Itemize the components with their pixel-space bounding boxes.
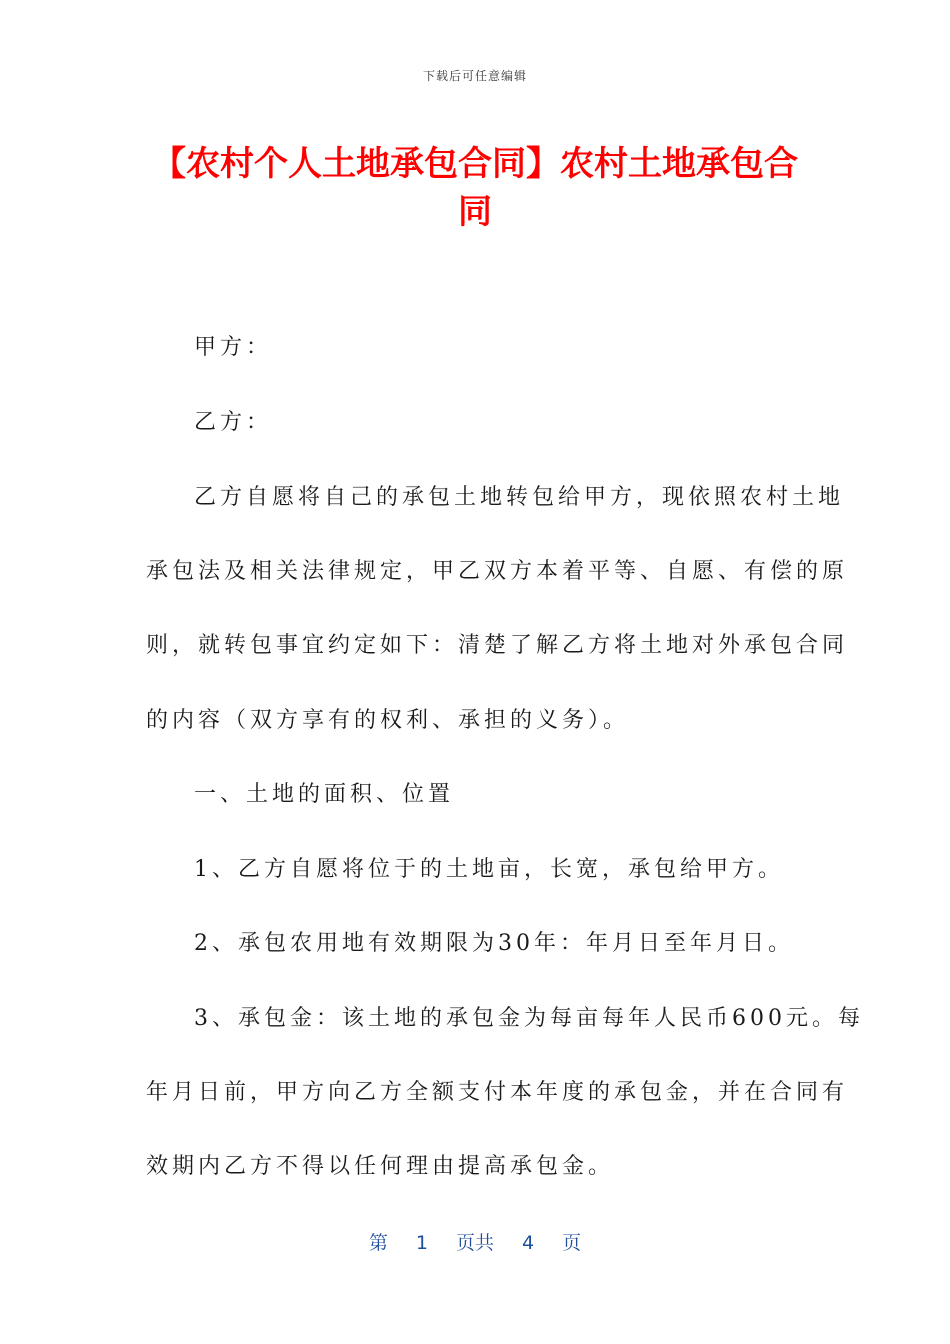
document-title	[140, 140, 810, 236]
clause-line: 2、承包农用地有效期限为30年：年月日至年月日。	[194, 931, 794, 956]
clause-line: 年月日前，甲方向乙方全额支付本年度的承包金，并在合同有	[146, 1080, 849, 1105]
page-total: 4	[522, 1232, 535, 1254]
paragraph-line: 承包法及相关法律规定，甲乙双方本着平等、自愿、有偿的原	[146, 559, 849, 584]
page-number-footer	[0, 1228, 950, 1255]
document-title-line1: 【农村个人土地承包合同】农村土地承包合	[152, 144, 798, 184]
page-suffix: 页	[562, 1232, 582, 1254]
paragraph-line: 乙方自愿将自己的承包土地转包给甲方，现依照农村土地	[194, 485, 845, 510]
paragraph-line: 的内容（双方享有的权利、承担的义务）。	[146, 708, 630, 733]
party-a-line: 甲方：	[194, 335, 273, 360]
section-heading: 一、土地的面积、位置	[194, 782, 455, 807]
document-title-line2: 同	[458, 192, 492, 232]
page-current: 1	[415, 1232, 428, 1254]
page-mid: 页共	[455, 1232, 494, 1254]
page-header-note: 下载后可任意编辑	[422, 69, 527, 83]
clause-line: 效期内乙方不得以任何理由提高承包金。	[146, 1154, 615, 1179]
paragraph-line: 则，就转包事宜约定如下：清楚了解乙方将土地对外承包合同	[146, 633, 849, 658]
clause-line: 1、乙方自愿将位于的土地亩，长宽，承包给甲方。	[194, 857, 784, 882]
page-prefix: 第	[368, 1232, 388, 1254]
clause-line: 3、承包金：该土地的承包金为每亩每年人民币600元。每	[194, 1006, 864, 1031]
party-b-line: 乙方：	[194, 410, 273, 435]
